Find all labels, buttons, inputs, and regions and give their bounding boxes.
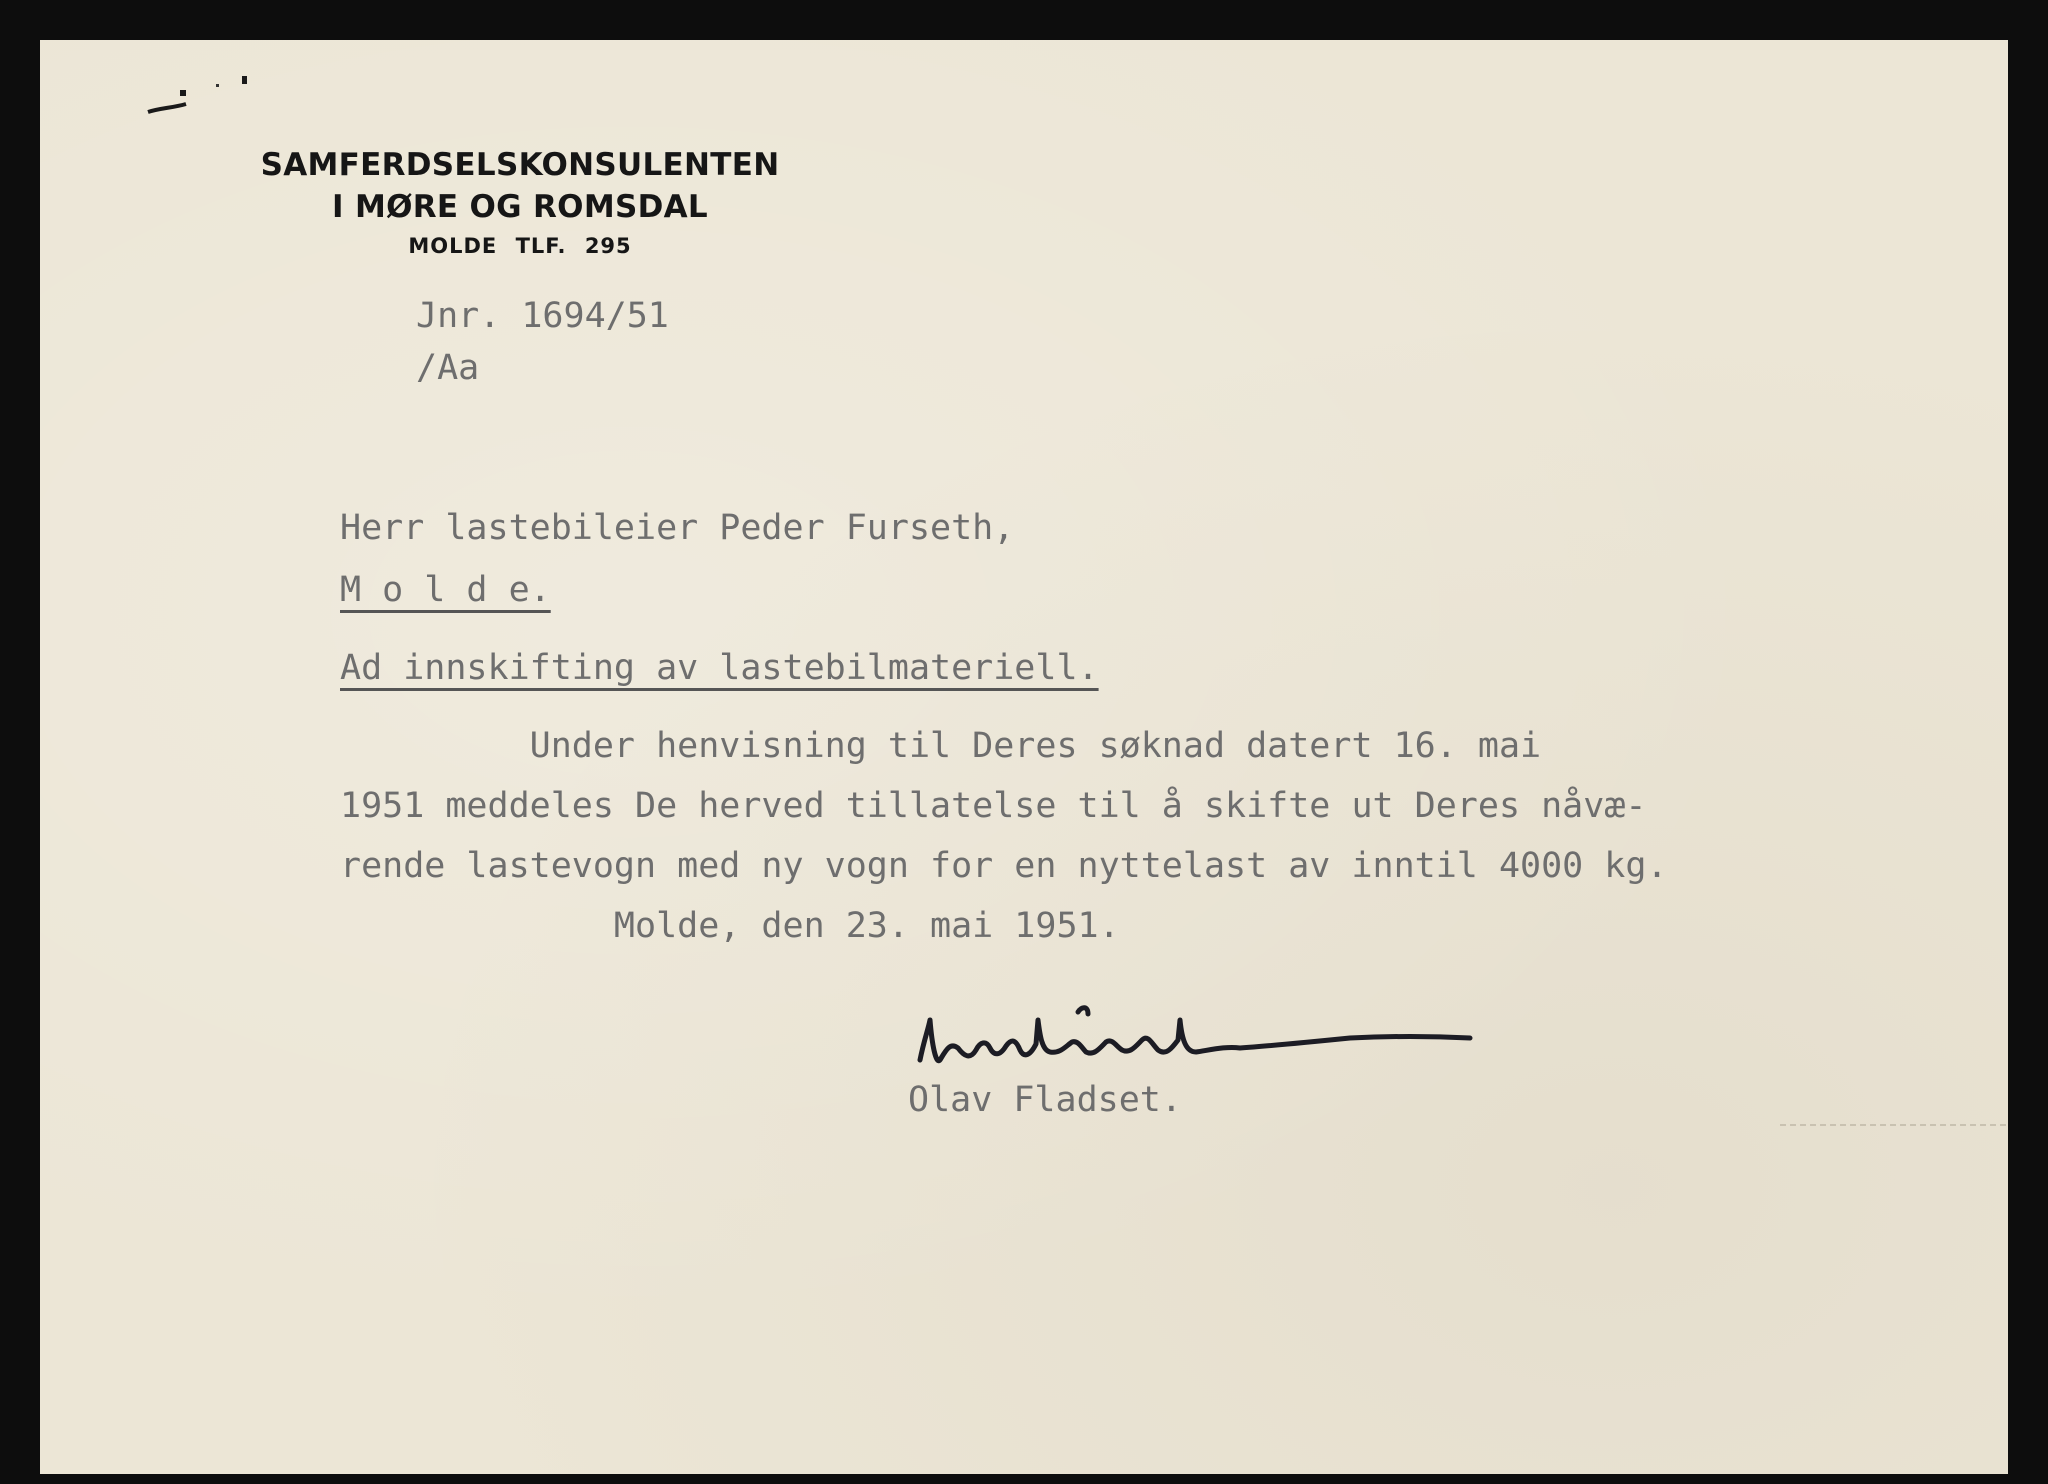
- reference-initials: /Aa: [416, 348, 480, 388]
- letter-page: [40, 40, 2008, 1474]
- subject-line: [340, 638, 1099, 698]
- typed-signatory-name: Olav Fladset.: [908, 1080, 1182, 1120]
- recipient-name: Herr lastebileier Peder Furseth,: [340, 508, 1015, 548]
- date-line: Molde, den 23. mai 1951.: [340, 906, 1120, 946]
- letterhead-office-name: SAMFERDSELSKONSULENTEN: [260, 147, 780, 183]
- subject-text: Ad innskifting av lastebilmateriell.: [340, 648, 1099, 688]
- letterhead-region: I MØRE OG ROMSDAL: [332, 189, 708, 225]
- letterhead-contact: MOLDE TLF. 295: [408, 234, 632, 258]
- journal-number: Jnr. 1694/51: [416, 296, 669, 336]
- body-line-2: 1951 meddeles De herved tillatelse til å skifte ut Deres nåvæ-: [340, 786, 1647, 826]
- paper-fold-line: [1780, 1122, 2008, 1128]
- body-line-3: rende lastevogn med ny vogn for en nyttelast av inntil 4000 kg.: [340, 846, 1668, 886]
- ink-speck-mark: [140, 70, 260, 130]
- body-line-1: Under henvisning til Deres søknad datert 16. mai: [340, 726, 1542, 766]
- recipient-place: [340, 560, 551, 620]
- letterhead: [200, 144, 840, 264]
- recipient-place-text: M o l d e.: [340, 570, 551, 610]
